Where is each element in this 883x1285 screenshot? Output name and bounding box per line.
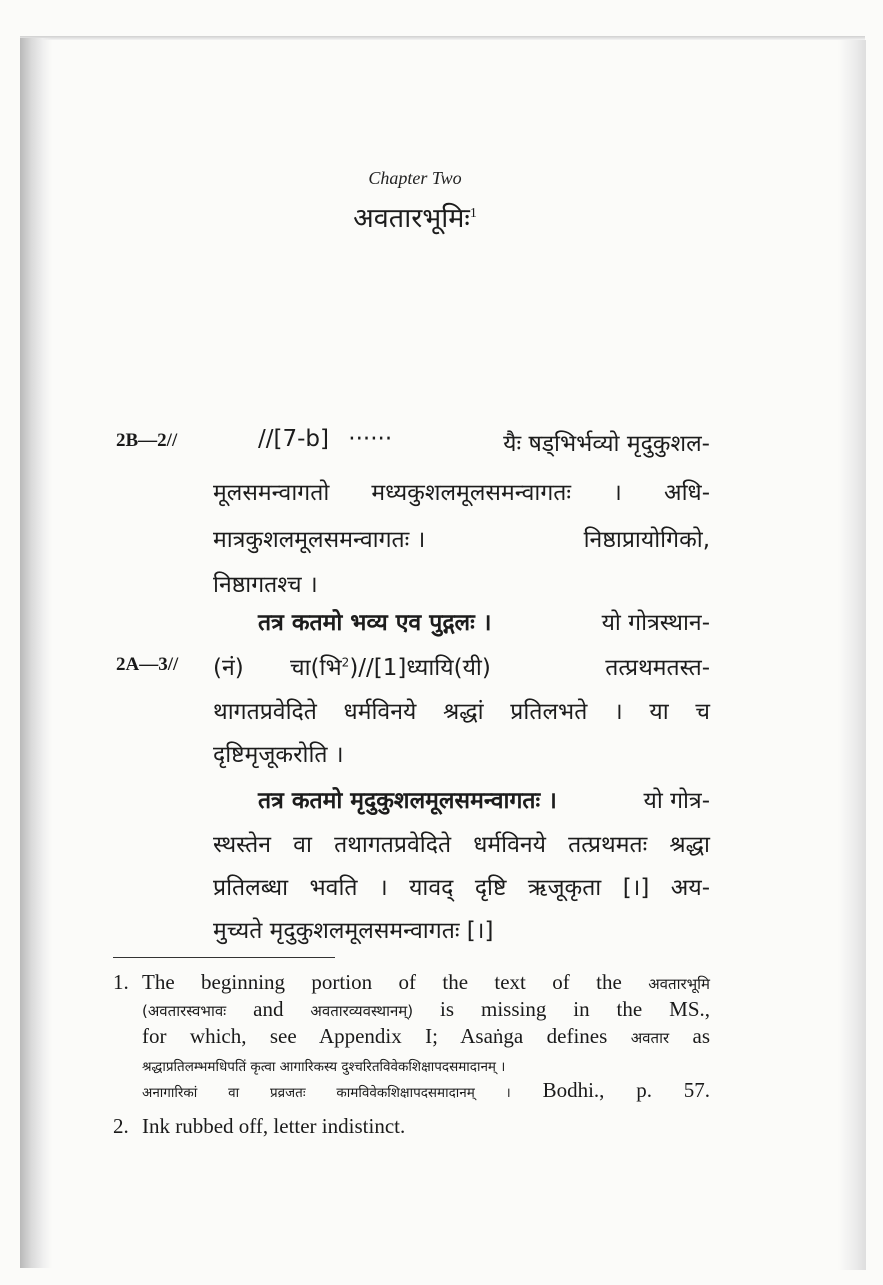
footnote-line bbox=[142, 1024, 710, 1049]
footnote-text: is missing in the MS., bbox=[440, 997, 710, 1021]
text-line bbox=[258, 426, 392, 452]
page-right-shadow bbox=[838, 40, 866, 1270]
footnote-line bbox=[142, 1052, 710, 1077]
text-line: तत्प्रथमतस्त- bbox=[605, 655, 710, 681]
text-line: दृष्टिमृजूकरोति । bbox=[213, 742, 344, 768]
page-top-edge bbox=[20, 36, 865, 40]
footnote-text: and bbox=[253, 997, 284, 1021]
text-line bbox=[258, 605, 492, 637]
chapter-title-note: 1 bbox=[469, 206, 477, 221]
text-line: (नं) bbox=[213, 655, 244, 681]
text-line: यो गोत्र- bbox=[643, 788, 710, 814]
text-segment: )//[1]ध्यायि(यी) bbox=[349, 655, 491, 681]
footnote-line bbox=[142, 997, 710, 1022]
chapter-title bbox=[0, 198, 830, 235]
footnote-line bbox=[142, 970, 710, 995]
bold-heading: तत्र कतमो भव्य एव पुद्गलः । bbox=[258, 610, 492, 636]
text-line: निष्ठाप्रायोगिको, bbox=[583, 527, 710, 553]
text-line bbox=[258, 783, 557, 815]
footnote-text: Bodhi., p. 57. bbox=[542, 1078, 711, 1102]
footnote-devanagari: श्रद्धाप्रतिलम्भमधिपतिं कृत्वा आगारिकस्य दुश्चरितविवेकशिक्षापदसमादानम् । bbox=[142, 1059, 506, 1075]
folio-reference: //[7-b] bbox=[258, 426, 329, 452]
text-line: यो गोत्रस्थान- bbox=[601, 610, 710, 636]
ellipsis: ······ bbox=[348, 426, 393, 452]
text-line: थागतप्रवेदिते धर्मविनये श्रद्धां प्रतिलभते । या च bbox=[213, 699, 710, 725]
footnote-rule bbox=[113, 957, 335, 958]
footnote-text: as bbox=[692, 1024, 711, 1048]
chapter-label: Chapter Two bbox=[368, 168, 462, 188]
footnote-devanagari: अनागारिकां वा प्रव्रजतः कामविवेकशिक्षापदसमादानम् । bbox=[142, 1085, 511, 1101]
text-line: मूलसमन्वागतो मध्यकुशलमूलसमन्वागतः । अधि- bbox=[213, 480, 710, 506]
margin-label-folio-2: 2A—3// bbox=[116, 654, 179, 675]
bold-heading: तत्र कतमो मृदुकुशलमूलसमन्वागतः । bbox=[258, 788, 557, 814]
footnote-text: for which, see Appendix I; Asaṅga defines bbox=[142, 1024, 608, 1048]
footnote-line: Ink rubbed off, letter indistinct. bbox=[142, 1114, 406, 1138]
text-line: निष्ठागतश्च । bbox=[213, 572, 318, 598]
text-line: स्थस्तेन वा तथागतप्रवेदिते धर्मविनये तत्प्रथमतः श्रद्धा bbox=[213, 832, 710, 858]
footnote-devanagari: (अवतारस्वभावः bbox=[142, 1002, 227, 1020]
footnote-text: The beginning portion of the text of the bbox=[142, 970, 622, 994]
text-line: मात्रकुशलमूलसमन्वागतः । bbox=[213, 527, 426, 553]
margin-label-folio-1: 2B—2// bbox=[116, 430, 178, 451]
chapter-title-text: अवतारभूमिः bbox=[353, 203, 470, 234]
footnote-number: 2. bbox=[113, 1114, 129, 1138]
footnote-devanagari: अवतारव्यवस्थानम्) bbox=[310, 1002, 414, 1020]
footnote-devanagari: अवतारभूमि bbox=[648, 975, 710, 993]
text-line: मुच्यते मृदुकुशलमूलसमन्वागतः [।] bbox=[213, 918, 494, 944]
footnote-line bbox=[142, 1078, 710, 1103]
text-segment: चा(भि bbox=[290, 655, 342, 681]
text-line: यैः षड्भिर्भव्यो मृदुकुशल- bbox=[503, 431, 710, 457]
footnote-number: 1. bbox=[113, 970, 129, 994]
footnote-marker: 2 bbox=[341, 655, 350, 670]
text-line: प्रतिलब्धा भवति । यावद् दृष्टि ऋजूकृता [।] अय- bbox=[213, 875, 710, 901]
text-line bbox=[290, 650, 491, 682]
footnote-devanagari: अवतार bbox=[630, 1029, 670, 1047]
